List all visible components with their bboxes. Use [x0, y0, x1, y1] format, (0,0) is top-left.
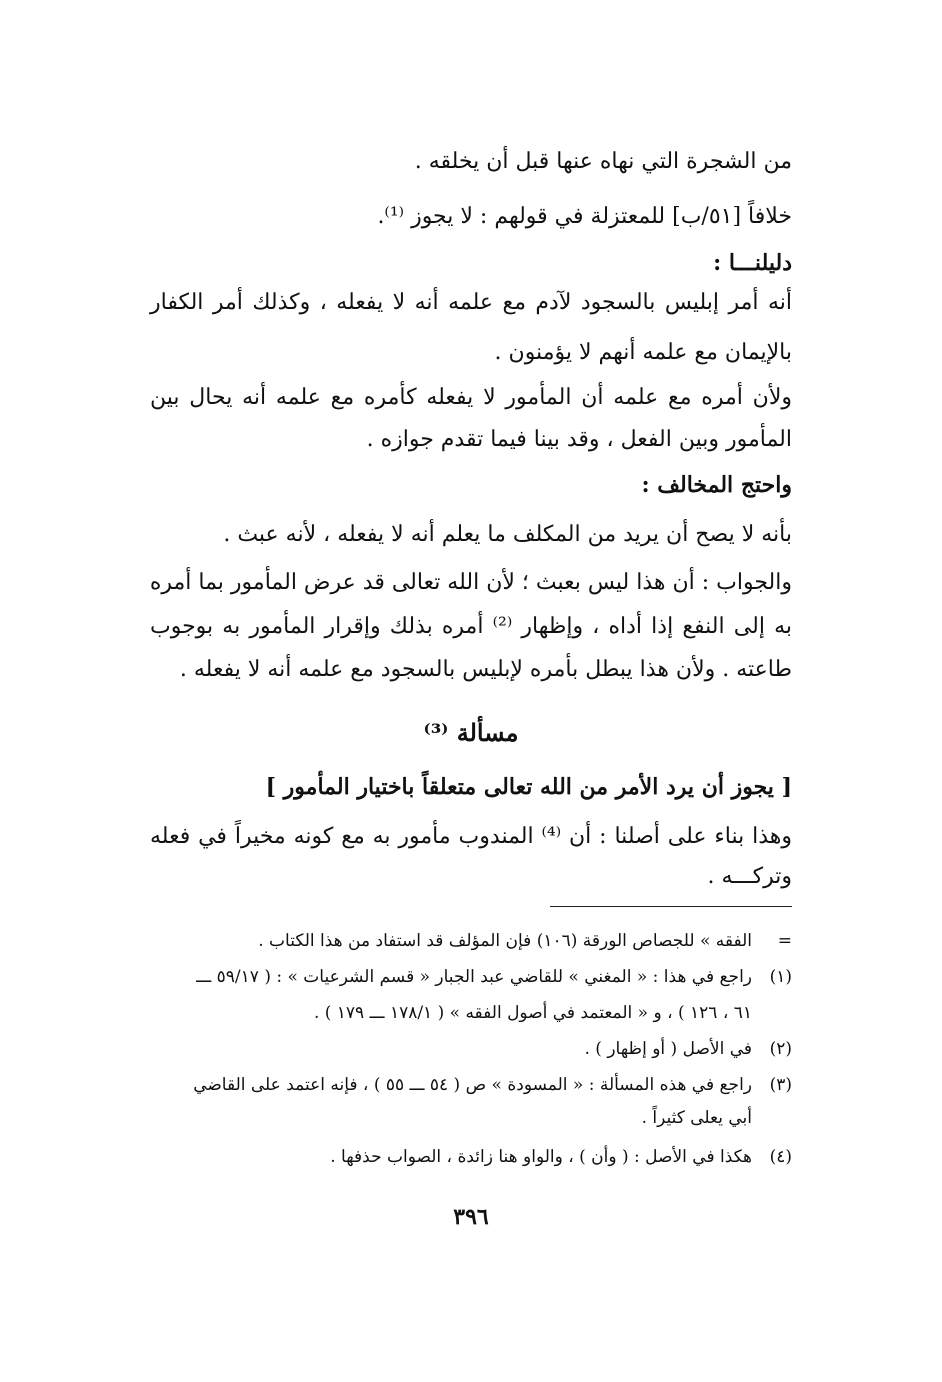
footnote-number: (٢) [769, 1039, 792, 1059]
text-line: ولأن أمره مع علمه أن المأمور لا يفعله كأمره مع علمه أنه يحال بين [150, 385, 792, 410]
masala-title: [ يجوز أن يرد الأمر من الله تعالى متعلقاً باختيار المأمور ] [265, 774, 792, 800]
text-line: والجواب : أن هذا ليس بعبث ؛ لأن الله تعالى قد عرض المأمور بما أمره [149, 570, 792, 595]
footnote-number: = [777, 931, 792, 951]
text-line: وتركـــه . [707, 864, 792, 889]
footnote-text: في الأصل ( أو إظهار ) . [584, 1039, 752, 1059]
footnote-separator [550, 906, 792, 907]
text-line: خلافاً [٥١/ب] للمعتزلة في قولهم : لا يجوز ⁽¹⁾. [377, 204, 792, 229]
section-heading-opponent: واحتج المخالف : [641, 472, 792, 498]
footnote-text: أبي يعلى كثيراً . [641, 1108, 752, 1128]
footnote-text: الفقه » للجصاص الورقة (١٠٦) فإن المؤلف قد استفاد من هذا الكتاب . [258, 931, 752, 951]
footnote-text: راجع في هذا : « المغني » للقاضي عبد الجبار « قسم الشرعيات » : ( ٥٩/١٧ ـــ [196, 967, 752, 987]
footnote-text: هكذا في الأصل : ( وأن ) ، والواو هنا زائدة ، الصواب حذفها . [330, 1147, 752, 1167]
section-heading-evidence: دليلنـــا : [713, 250, 792, 276]
footnote-number: (٣) [769, 1075, 792, 1095]
text-line: طاعته . ولأن هذا يبطل بأمره لإبليس بالسجود مع علمه أنه لا يفعله . [179, 657, 792, 682]
text-line: من الشجرة التي نهاه عنها قبل أن يخلقه . [414, 149, 792, 174]
footnote-number: (٤) [769, 1147, 792, 1167]
footnote-number: (١) [769, 967, 792, 987]
text-line: بأنه لا يصح أن يريد من المكلف ما يعلم أنه لا يفعله ، لأنه عبث . [223, 522, 792, 547]
masala-heading: مسألة ⁽³⁾ [423, 718, 519, 747]
text-line: أنه أمر إبليس بالسجود لآدم مع علمه أنه لا يفعله ، وكذلك أمر الكفار [150, 290, 792, 315]
text-line: بالإيمان مع علمه أنهم لا يؤمنون . [494, 340, 792, 365]
page-number: ٣٩٦ [453, 1204, 489, 1230]
text-line: المأمور وبين الفعل ، وقد بينا فيما تقدم جوازه . [366, 427, 792, 452]
footnote-text: ٦١ ، ١٢٦ ) ، و « المعتمد في أصول الفقه » ( ١٧٨/١ ـــ ١٧٩ ) . [313, 1003, 752, 1023]
text-line: به إلى النفع إذا أداه ، وإظهار ⁽²⁾ أمره بذلك وإقرار المأمور به بوجوب [150, 614, 792, 639]
footnote-text: راجع في هذه المسألة : « المسودة » ص ( ٥٤ ـــ ٥٥ ) ، فإنه اعتمد على القاضي [193, 1075, 752, 1095]
text-line: وهذا بناء على أصلنا : أن ⁽⁴⁾ المندوب مأمور به مع كونه مخيراً في فعله [150, 824, 792, 849]
